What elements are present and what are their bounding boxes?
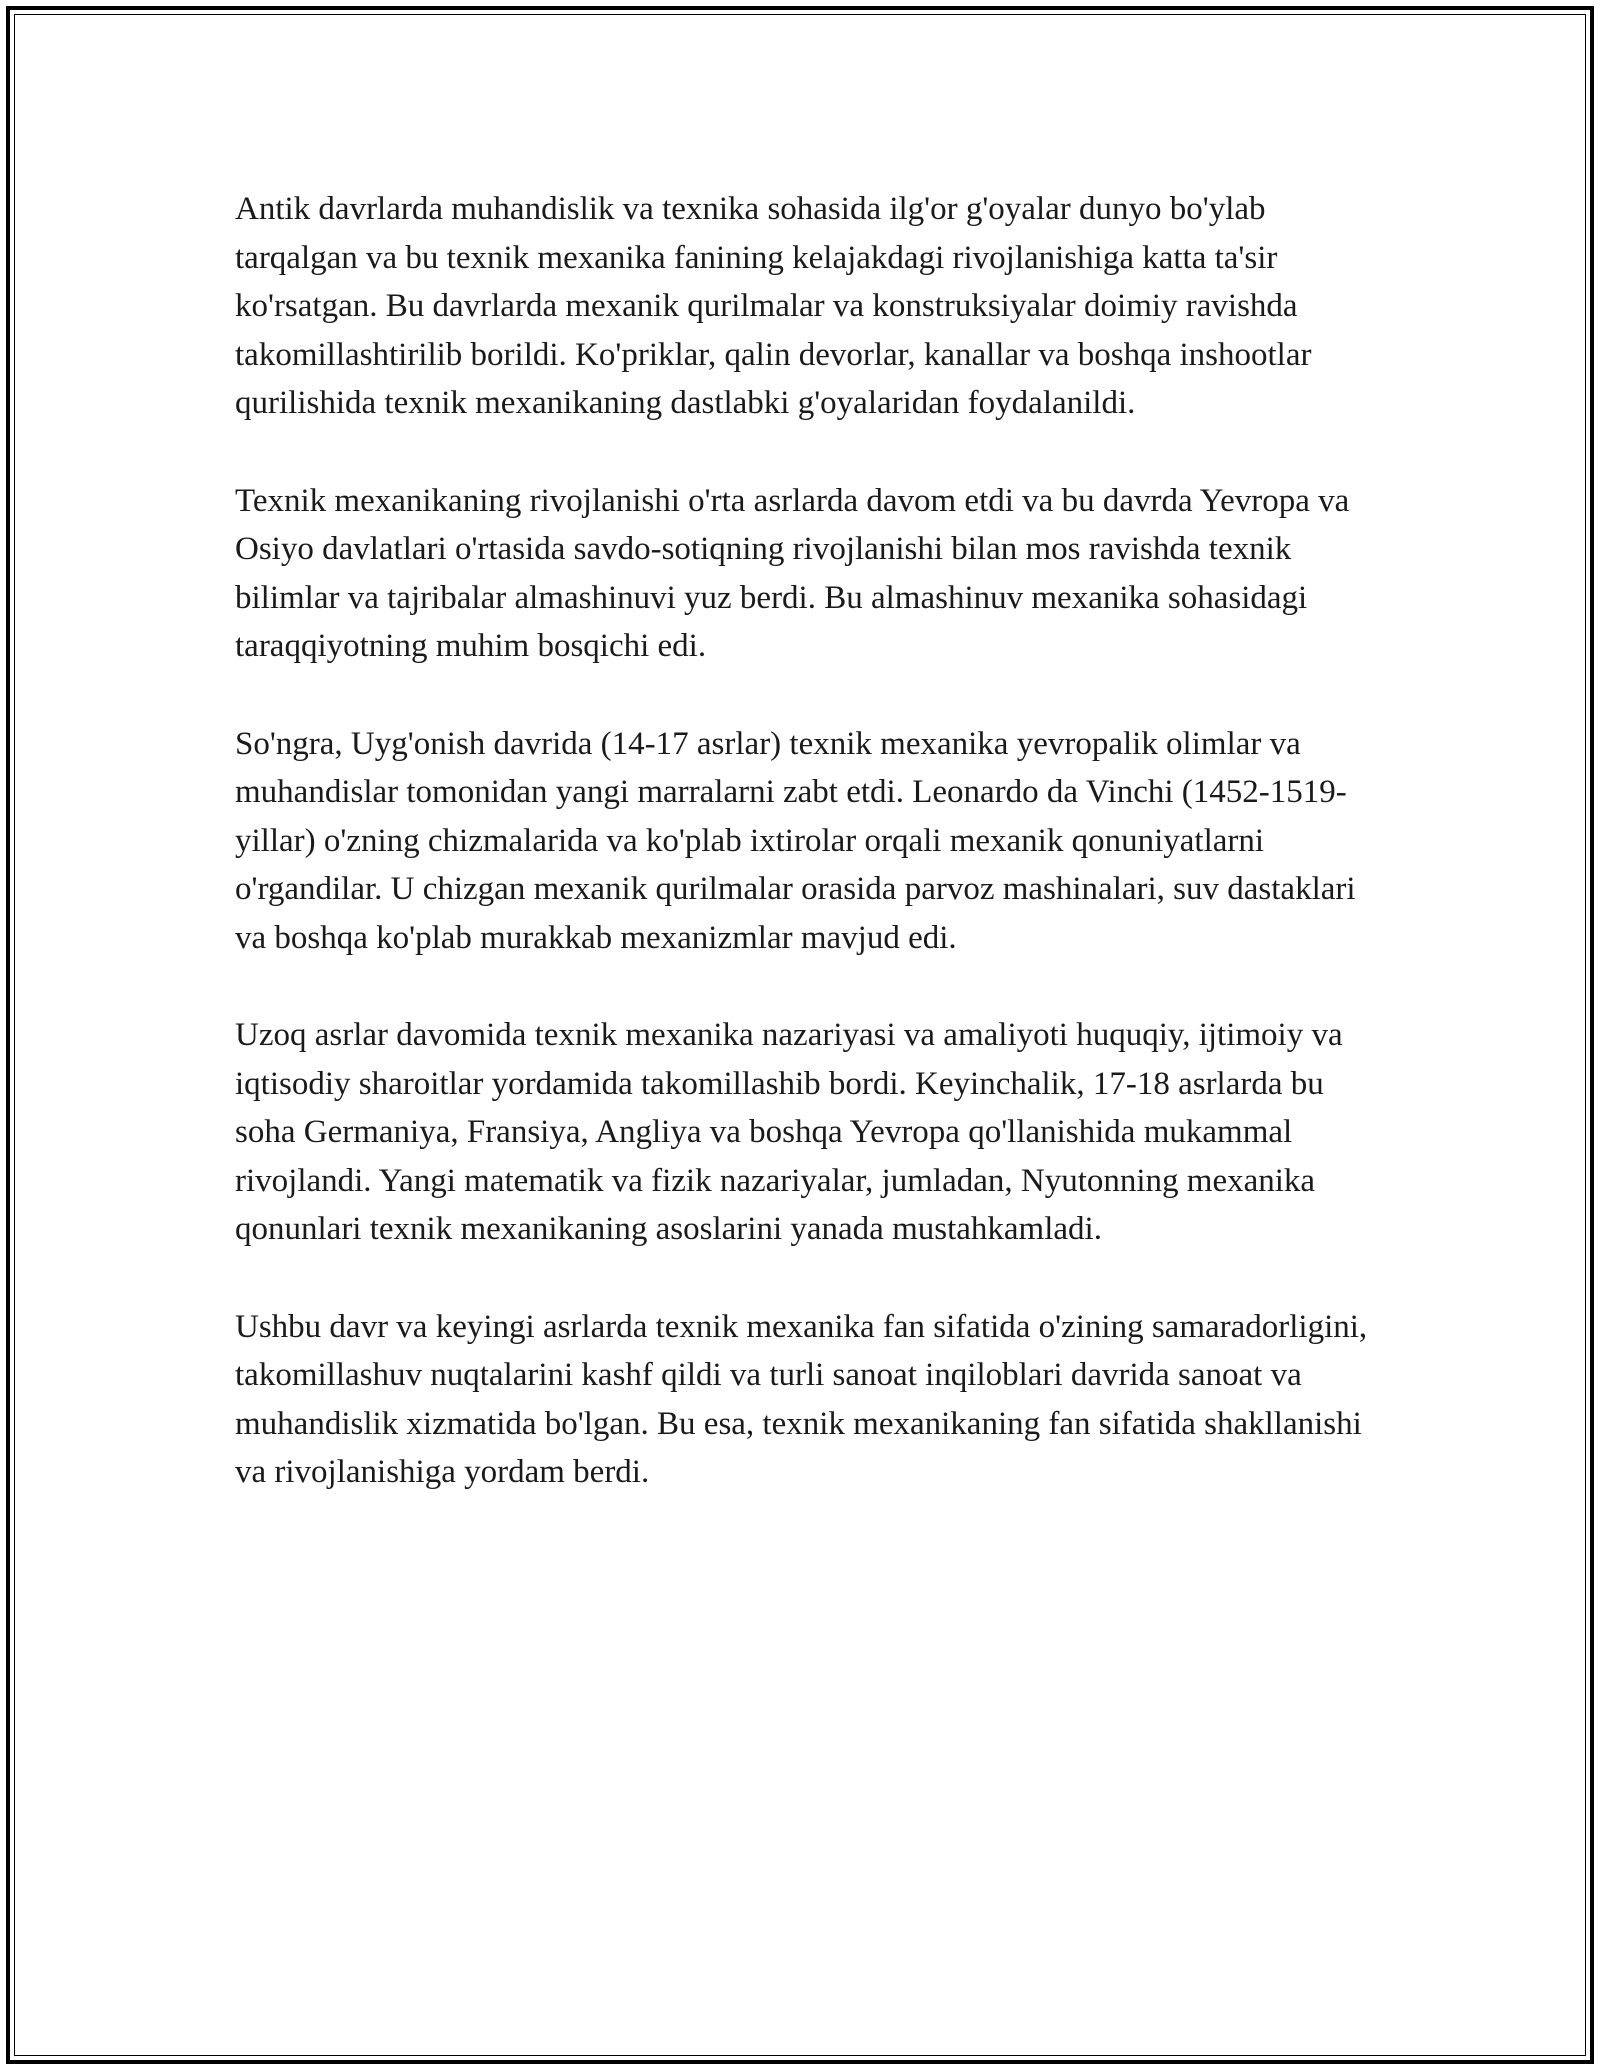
paragraph-5: Ushbu davr va keyingi asrlarda texnik mexanika fan sifatida o'zining samaradorligini, takomillashuv nuqtalarini kashf qildi va turli sanoat inqiloblari davrida sanoat va muhandislik xizmatida bo'lgan. Bu esa, texnik mexanikaning fan sifatida shakllanishi va rivojlanishiga yordam berdi. [235, 1308, 1368, 1490]
paragraph-1: Antik davrlarda muhandislik va texnika sohasida ilg'or g'oyalar dunyo bo'ylab tarqalgan va bu texnik mexanika fanining kelajakdagi rivojlanishiga katta ta'sir ko'rsatgan. Bu davrlarda mexanik qurilmalar va konstruksiyalar doimiy ravishda takomillashtirilib borildi. Ko'priklar, qalin devorlar, kanallar va boshqa inshootlar qurilishida texnik mexanikaning dastlabki g'oyalaridan foydalanildi. [235, 191, 1312, 421]
paragraph-4: Uzoq asrlar davomida texnik mexanika nazariyasi va amaliyoti huquqiy, ijtimoiy va iqtisodiy sharoitlar yordamida takomillashib bordi. Keyinchalik, 17-18 asrlarda bu soha Germaniya, Fransiya, Angliya va boshqa Yevropa qo'llanishida mukammal rivojlandi. Yangi matematik va fizik nazariyalar, jumladan, Nyutonning mexanika qonunlari texnik mexanikaning asoslarini yanada mustahkamladi. [235, 1017, 1343, 1247]
paragraph-2: Texnik mexanikaning rivojlanishi o'rta asrlarda davom etdi va bu davrda Yevropa va Osiyo davlatlari o'rtasida savdo-sotiqning rivojlanishi bilan mos ravishda texnik bilimlar va tajribalar almashinuvi yuz berdi. Bu almashinuv mexanika sohasidagi taraqqiyotning muhim bosqichi edi. [235, 482, 1350, 664]
document-body [235, 185, 1375, 1497]
paragraph-3: So'ngra, Uyg'onish davrida (14-17 asrlar) texnik mexanika yevropalik olimlar va muhandislar tomonidan yangi marralarni zabt etdi. Leonardo da Vinchi (1452-1519-yillar) o'zning chizmalarida va ko'plab ixtirolar orqali mexanik qonuniyatlarni o'rgandilar. U chizgan mexanik qurilmalar orasida parvoz mashinalari, suv dastaklari va boshqa ko'plab murakkab mexanizmlar mavjud edi. [235, 725, 1356, 956]
